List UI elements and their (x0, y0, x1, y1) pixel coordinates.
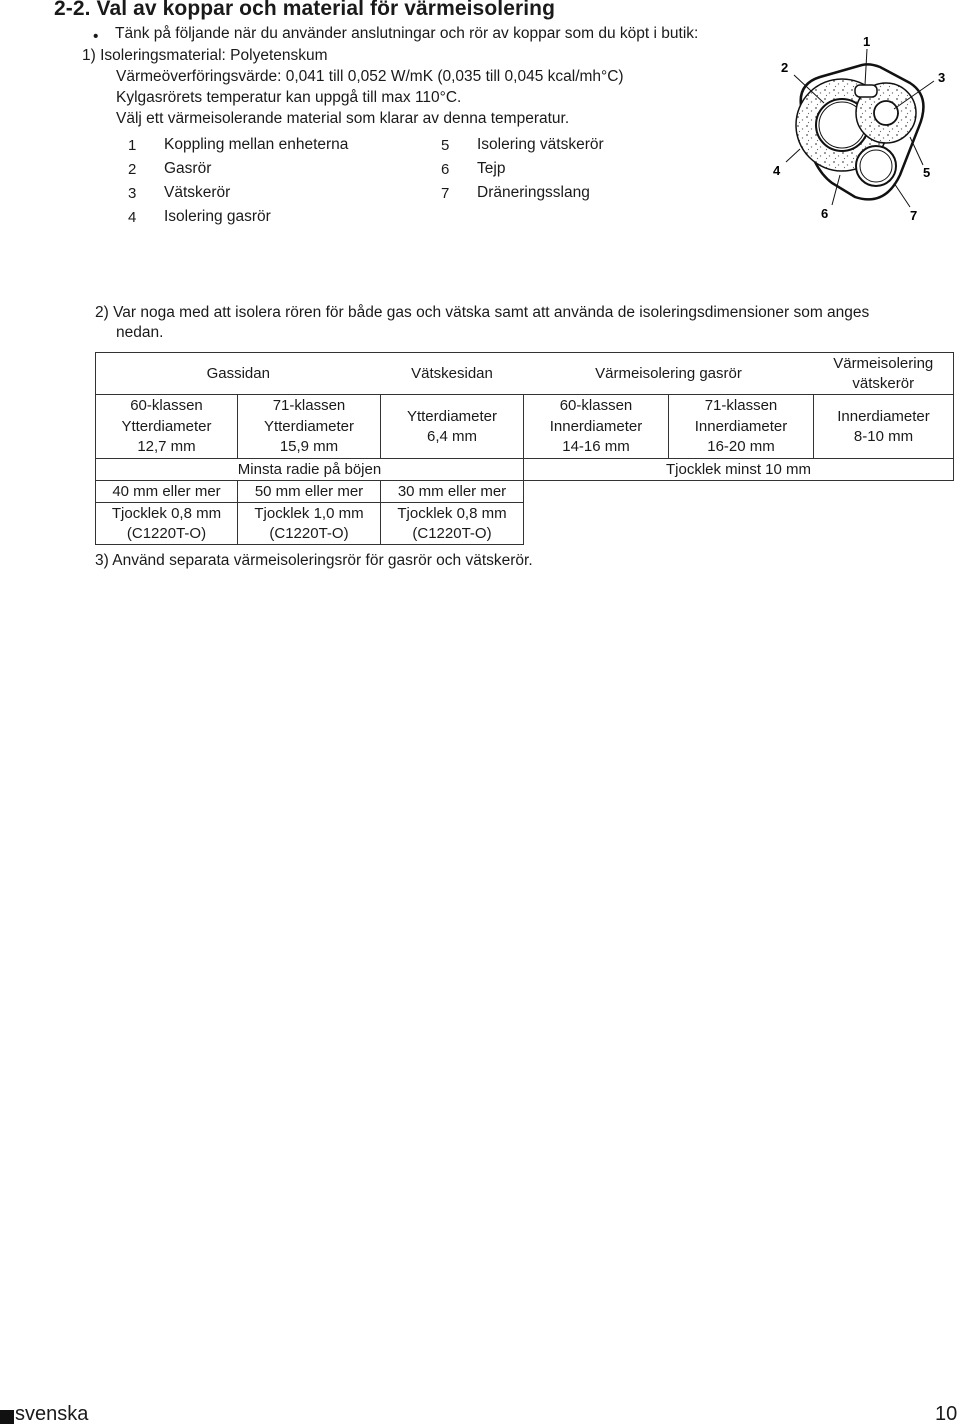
dimensions-table (95, 352, 954, 545)
header-liquid-insulation-line: Värmeisolering (833, 354, 934, 372)
cell-line: 8-10 mm (853, 427, 914, 445)
footer-square-icon (0, 1410, 14, 1424)
min-thickness: Tjocklek minst 10 mm (524, 459, 954, 481)
cell-line: Ytterdiameter (121, 418, 212, 436)
header-liquid-insulation (814, 353, 954, 395)
diagram-label-5: 5 (923, 165, 931, 180)
page-number: 10 (935, 1403, 958, 1425)
diagram-label-4: 4 (773, 163, 781, 178)
header-liquid-insulation-line: vätskerör (852, 374, 915, 392)
min-bend-radius-header: Minsta radie på böjen (96, 459, 524, 481)
bend-radius-liquid: 30 mm eller mer (381, 481, 524, 503)
insulation-class-71: 71-klassen (669, 395, 814, 417)
cell-line: (C1220T-O) (126, 524, 207, 542)
leader-line (786, 149, 800, 162)
cell-line: (C1220T-O) (269, 524, 349, 542)
diagram-label-3: 3 (938, 70, 946, 85)
cell-line: 6,4 mm (426, 427, 477, 445)
legend-number: 1 (128, 137, 137, 154)
legend-number: 3 (128, 185, 137, 202)
item1-line: Kylgasrörets temperatur kan uppgå till max 110°C. (116, 89, 462, 106)
drain-hose-inner (860, 150, 892, 182)
legend-label: Dräneringsslang (477, 184, 590, 201)
cell-line: Tjocklek 0,8 mm (397, 504, 507, 522)
insulation-class-60: 60-klassen (524, 395, 669, 417)
diagram-label-7: 7 (910, 208, 918, 223)
legend-label: Koppling mellan enheterna (164, 136, 349, 153)
legend-number: 2 (128, 161, 137, 178)
insulation-60-inner-diameter (524, 417, 669, 459)
legend-label: Isolering vätskerör (477, 136, 604, 153)
diagram-label-6: 6 (821, 206, 829, 221)
leader-line (910, 137, 923, 165)
connection-cable (855, 85, 877, 97)
header-gas-side: Gassidan (96, 353, 381, 395)
legend-number: 6 (441, 161, 450, 178)
cell-line: 14-16 mm (562, 438, 630, 456)
section-heading: 2-2. Val av koppar och material för värmeisolering (54, 0, 556, 20)
gas-class-60: 60-klassen (96, 395, 238, 417)
diagram-label-2: 2 (781, 60, 789, 75)
bend-radius-60: 40 mm eller mer (96, 481, 238, 503)
thickness-liquid (381, 503, 524, 545)
cell-line: Innerdiameter (694, 418, 788, 436)
legend-number: 5 (441, 137, 450, 154)
bullet-text: Tänk på följande när du använder anslutningar och rör av koppar som du köpt i butik: (115, 25, 699, 42)
cell-line: 12,7 mm (137, 438, 196, 456)
gas-class-71: 71-klassen (238, 395, 381, 417)
gas-60-outer-diameter (96, 417, 238, 459)
cell-line: 15,9 mm (279, 438, 339, 456)
item1-line: Välj ett värmeisolerande material som klarar av denna temperatur. (116, 110, 570, 127)
legend-label: Isolering gasrör (164, 208, 271, 225)
cell-line: Ytterdiameter (263, 418, 355, 436)
cell-line: Innerdiameter (549, 418, 643, 436)
legend-label: Vätskerör (164, 184, 231, 201)
leader-line (865, 49, 867, 85)
leader-line (832, 175, 840, 205)
legend-label: Tejp (477, 160, 506, 177)
liquid-insulation-inner-diameter (814, 395, 954, 459)
legend-label: Gasrör (164, 160, 212, 177)
thickness-71 (238, 503, 381, 545)
liquid-outer-diameter (381, 395, 524, 459)
item2-line: 2) Var noga med att isolera rören för både gas och vätska samt att använda de isoleringsdimensioner som anges (95, 304, 870, 321)
item1-line: Värmeöverföringsvärde: 0,041 till 0,052 W/mK (0,035 till 0,045 kcal/mh°C) (116, 68, 624, 85)
item3-text: 3) Använd separata värmeisoleringsrör för gasrör och vätskerör. (95, 552, 533, 569)
header-liquid-side: Vätskesidan (381, 353, 524, 395)
liquid-pipe (874, 101, 898, 125)
bend-radius-71: 50 mm eller mer (238, 481, 381, 503)
cell-line: Tjocklek 1,0 mm (254, 504, 364, 522)
bullet-dot: • (93, 28, 99, 45)
gas-71-outer-diameter (238, 417, 381, 459)
cell-line: (C1220T-O) (412, 524, 492, 542)
item2-line: nedan. (116, 324, 164, 341)
cell-line: Innerdiameter (837, 407, 930, 425)
cell-line: Tjocklek 0,8 mm (111, 504, 222, 522)
pipe-insulation-diagram (760, 25, 960, 235)
insulation-71-inner-diameter (669, 417, 814, 459)
cell-line: Ytterdiameter (406, 407, 498, 425)
diagram-label-1: 1 (863, 34, 871, 49)
legend-number: 7 (441, 185, 450, 202)
leader-line (894, 183, 910, 207)
cell-line: 16-20 mm (707, 438, 775, 456)
footer-language: svenska (15, 1403, 89, 1425)
legend-number: 4 (128, 209, 137, 226)
header-gas-insulation: Värmeisolering gasrör (524, 353, 814, 395)
thickness-60 (96, 503, 238, 545)
item1-label: 1) Isoleringsmaterial: Polyetenskum (82, 47, 328, 64)
